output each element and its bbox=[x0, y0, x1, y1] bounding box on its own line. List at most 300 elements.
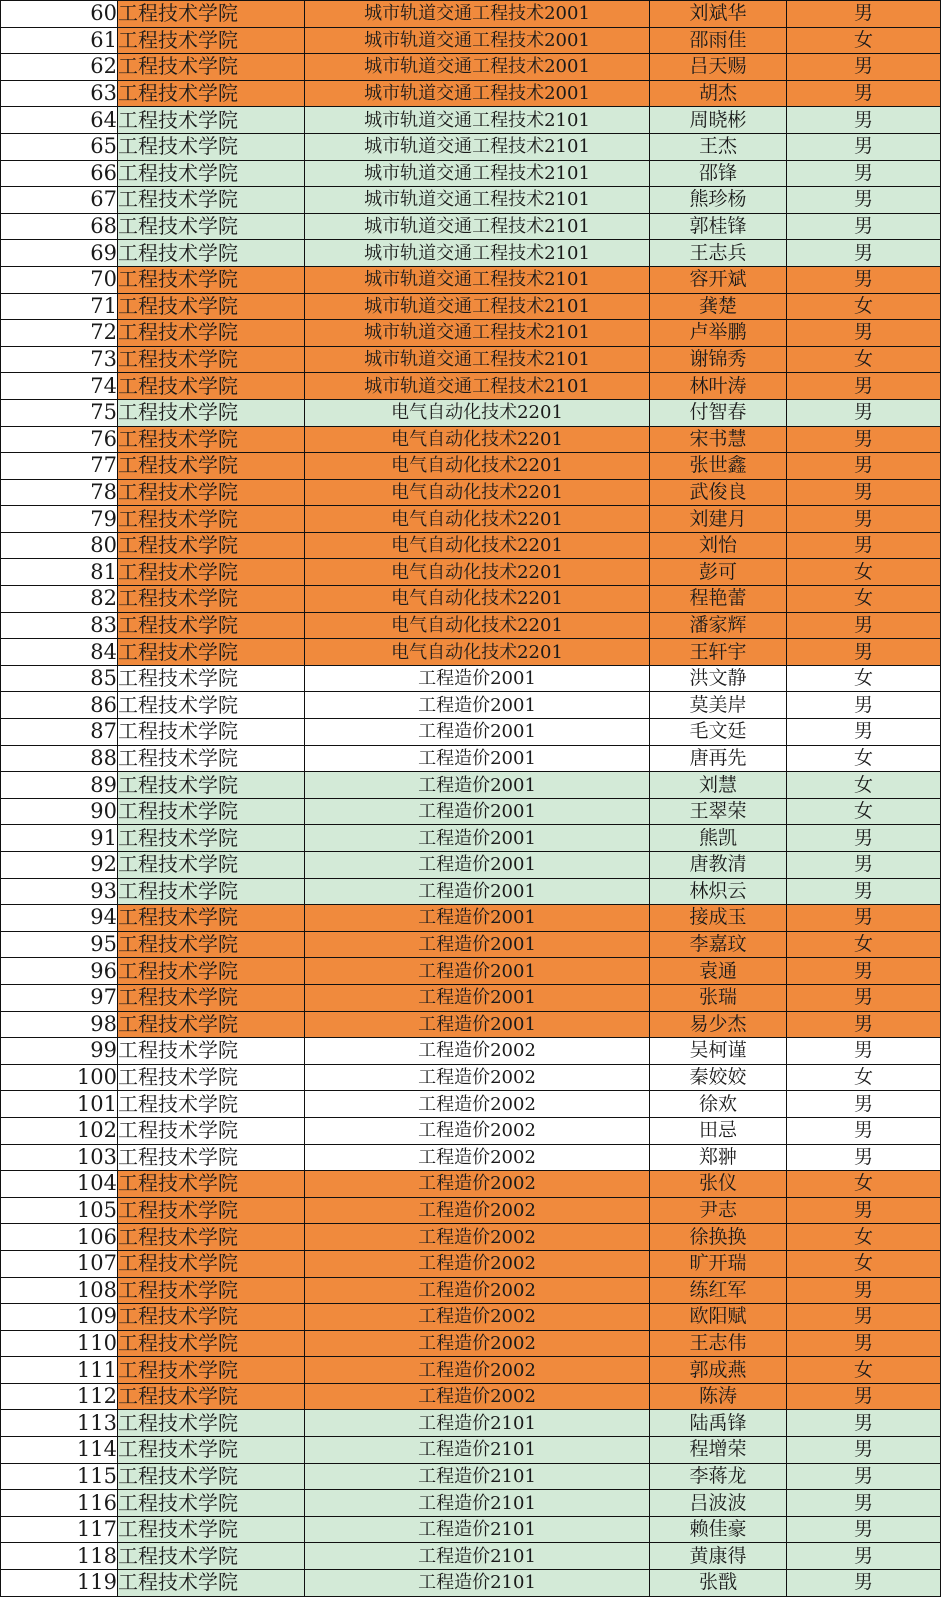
student-name-cell[interactable]: 宋书慧 bbox=[650, 426, 787, 453]
college-cell[interactable]: 工程技术学院 bbox=[118, 1437, 305, 1464]
college-cell[interactable]: 工程技术学院 bbox=[118, 1038, 305, 1065]
college-cell[interactable]: 工程技术学院 bbox=[118, 1144, 305, 1171]
class-cell[interactable]: 工程造价2002 bbox=[305, 1197, 650, 1224]
college-cell[interactable]: 工程技术学院 bbox=[118, 293, 305, 320]
gender-cell[interactable]: 男 bbox=[787, 160, 941, 187]
college-cell[interactable]: 工程技术学院 bbox=[118, 213, 305, 240]
college-cell[interactable]: 工程技术学院 bbox=[118, 798, 305, 825]
student-name-cell[interactable]: 潘家辉 bbox=[650, 612, 787, 639]
college-cell[interactable]: 工程技术学院 bbox=[118, 1330, 305, 1357]
college-cell[interactable]: 工程技术学院 bbox=[118, 1, 305, 28]
class-cell[interactable]: 工程造价2002 bbox=[305, 1357, 650, 1384]
student-name-cell[interactable]: 邵雨佳 bbox=[650, 27, 787, 54]
row-number-cell[interactable]: 72 bbox=[1, 320, 118, 347]
student-name-cell[interactable]: 熊珍杨 bbox=[650, 187, 787, 214]
row-number-cell[interactable]: 114 bbox=[1, 1437, 118, 1464]
college-cell[interactable]: 工程技术学院 bbox=[118, 187, 305, 214]
college-cell[interactable]: 工程技术学院 bbox=[118, 1011, 305, 1038]
student-name-cell[interactable]: 刘建月 bbox=[650, 506, 787, 533]
gender-cell[interactable]: 女 bbox=[787, 1357, 941, 1384]
row-number-cell[interactable]: 61 bbox=[1, 27, 118, 54]
student-name-cell[interactable]: 武俊良 bbox=[650, 479, 787, 506]
college-cell[interactable]: 工程技术学院 bbox=[118, 639, 305, 666]
class-cell[interactable]: 工程造价2101 bbox=[305, 1437, 650, 1464]
class-cell[interactable]: 城市轨道交通工程技术2101 bbox=[305, 346, 650, 373]
college-cell[interactable]: 工程技术学院 bbox=[118, 1171, 305, 1198]
gender-cell[interactable]: 男 bbox=[787, 240, 941, 267]
class-cell[interactable]: 电气自动化技术2201 bbox=[305, 559, 650, 586]
class-cell[interactable]: 工程造价2002 bbox=[305, 1277, 650, 1304]
class-cell[interactable]: 工程造价2001 bbox=[305, 958, 650, 985]
gender-cell[interactable]: 男 bbox=[787, 1437, 941, 1464]
student-name-cell[interactable]: 张仪 bbox=[650, 1171, 787, 1198]
gender-cell[interactable]: 男 bbox=[787, 54, 941, 81]
gender-cell[interactable]: 男 bbox=[787, 878, 941, 905]
row-number-cell[interactable]: 84 bbox=[1, 639, 118, 666]
class-cell[interactable]: 城市轨道交通工程技术2101 bbox=[305, 320, 650, 347]
row-number-cell[interactable]: 110 bbox=[1, 1330, 118, 1357]
class-cell[interactable]: 工程造价2101 bbox=[305, 1516, 650, 1543]
student-name-cell[interactable]: 田忌 bbox=[650, 1117, 787, 1144]
student-name-cell[interactable]: 胡杰 bbox=[650, 80, 787, 107]
gender-cell[interactable]: 男 bbox=[787, 1330, 941, 1357]
class-cell[interactable]: 工程造价2001 bbox=[305, 1011, 650, 1038]
student-name-cell[interactable]: 龚楚 bbox=[650, 293, 787, 320]
college-cell[interactable]: 工程技术学院 bbox=[118, 559, 305, 586]
row-number-cell[interactable]: 87 bbox=[1, 719, 118, 746]
college-cell[interactable]: 工程技术学院 bbox=[118, 240, 305, 267]
class-cell[interactable]: 工程造价2002 bbox=[305, 1250, 650, 1277]
college-cell[interactable]: 工程技术学院 bbox=[118, 532, 305, 559]
gender-cell[interactable]: 女 bbox=[787, 1250, 941, 1277]
class-cell[interactable]: 城市轨道交通工程技术2101 bbox=[305, 266, 650, 293]
student-name-cell[interactable]: 周晓彬 bbox=[650, 107, 787, 134]
college-cell[interactable]: 工程技术学院 bbox=[118, 905, 305, 932]
gender-cell[interactable]: 男 bbox=[787, 905, 941, 932]
row-number-cell[interactable]: 119 bbox=[1, 1570, 118, 1597]
gender-cell[interactable]: 男 bbox=[787, 506, 941, 533]
gender-cell[interactable]: 女 bbox=[787, 745, 941, 772]
college-cell[interactable]: 工程技术学院 bbox=[118, 745, 305, 772]
college-cell[interactable]: 工程技术学院 bbox=[118, 373, 305, 400]
row-number-cell[interactable]: 83 bbox=[1, 612, 118, 639]
row-number-cell[interactable]: 107 bbox=[1, 1250, 118, 1277]
student-name-cell[interactable]: 程增荣 bbox=[650, 1437, 787, 1464]
row-number-cell[interactable]: 63 bbox=[1, 80, 118, 107]
student-name-cell[interactable]: 邵锋 bbox=[650, 160, 787, 187]
college-cell[interactable]: 工程技术学院 bbox=[118, 1091, 305, 1118]
gender-cell[interactable]: 男 bbox=[787, 1543, 941, 1570]
student-name-cell[interactable]: 张瑞 bbox=[650, 984, 787, 1011]
row-number-cell[interactable]: 91 bbox=[1, 825, 118, 852]
student-name-cell[interactable]: 李嘉玟 bbox=[650, 931, 787, 958]
class-cell[interactable]: 工程造价2002 bbox=[305, 1383, 650, 1410]
class-cell[interactable]: 电气自动化技术2201 bbox=[305, 506, 650, 533]
row-number-cell[interactable]: 105 bbox=[1, 1197, 118, 1224]
row-number-cell[interactable]: 73 bbox=[1, 346, 118, 373]
student-name-cell[interactable]: 练红军 bbox=[650, 1277, 787, 1304]
student-name-cell[interactable]: 莫美岸 bbox=[650, 692, 787, 719]
college-cell[interactable]: 工程技术学院 bbox=[118, 692, 305, 719]
gender-cell[interactable]: 男 bbox=[787, 532, 941, 559]
gender-cell[interactable]: 男 bbox=[787, 80, 941, 107]
college-cell[interactable]: 工程技术学院 bbox=[118, 506, 305, 533]
class-cell[interactable]: 工程造价2002 bbox=[305, 1038, 650, 1065]
class-cell[interactable]: 城市轨道交通工程技术2101 bbox=[305, 133, 650, 160]
class-cell[interactable]: 城市轨道交通工程技术2101 bbox=[305, 107, 650, 134]
class-cell[interactable]: 工程造价2002 bbox=[305, 1117, 650, 1144]
row-number-cell[interactable]: 85 bbox=[1, 665, 118, 692]
student-name-cell[interactable]: 郭成燕 bbox=[650, 1357, 787, 1384]
college-cell[interactable]: 工程技术学院 bbox=[118, 346, 305, 373]
gender-cell[interactable]: 男 bbox=[787, 453, 941, 480]
row-number-cell[interactable]: 98 bbox=[1, 1011, 118, 1038]
college-cell[interactable]: 工程技术学院 bbox=[118, 1117, 305, 1144]
college-cell[interactable]: 工程技术学院 bbox=[118, 931, 305, 958]
gender-cell[interactable]: 男 bbox=[787, 1570, 941, 1597]
college-cell[interactable]: 工程技术学院 bbox=[118, 54, 305, 81]
gender-cell[interactable]: 男 bbox=[787, 958, 941, 985]
row-number-cell[interactable]: 74 bbox=[1, 373, 118, 400]
class-cell[interactable]: 城市轨道交通工程技术2001 bbox=[305, 27, 650, 54]
class-cell[interactable]: 城市轨道交通工程技术2001 bbox=[305, 54, 650, 81]
gender-cell[interactable]: 女 bbox=[787, 772, 941, 799]
gender-cell[interactable]: 男 bbox=[787, 1383, 941, 1410]
college-cell[interactable]: 工程技术学院 bbox=[118, 160, 305, 187]
class-cell[interactable]: 城市轨道交通工程技术2101 bbox=[305, 213, 650, 240]
gender-cell[interactable]: 女 bbox=[787, 293, 941, 320]
row-number-cell[interactable]: 80 bbox=[1, 532, 118, 559]
row-number-cell[interactable]: 103 bbox=[1, 1144, 118, 1171]
college-cell[interactable]: 工程技术学院 bbox=[118, 984, 305, 1011]
gender-cell[interactable]: 男 bbox=[787, 719, 941, 746]
student-name-cell[interactable]: 刘慧 bbox=[650, 772, 787, 799]
gender-cell[interactable]: 男 bbox=[787, 213, 941, 240]
row-number-cell[interactable]: 116 bbox=[1, 1490, 118, 1517]
college-cell[interactable]: 工程技术学院 bbox=[118, 399, 305, 426]
row-number-cell[interactable]: 95 bbox=[1, 931, 118, 958]
row-number-cell[interactable]: 69 bbox=[1, 240, 118, 267]
row-number-cell[interactable]: 66 bbox=[1, 160, 118, 187]
gender-cell[interactable]: 男 bbox=[787, 852, 941, 879]
student-name-cell[interactable]: 欧阳赋 bbox=[650, 1304, 787, 1331]
student-name-cell[interactable]: 李蒋龙 bbox=[650, 1463, 787, 1490]
class-cell[interactable]: 城市轨道交通工程技术2001 bbox=[305, 1, 650, 28]
class-cell[interactable]: 工程造价2101 bbox=[305, 1410, 650, 1437]
gender-cell[interactable]: 男 bbox=[787, 107, 941, 134]
row-number-cell[interactable]: 77 bbox=[1, 453, 118, 480]
row-number-cell[interactable]: 86 bbox=[1, 692, 118, 719]
college-cell[interactable]: 工程技术学院 bbox=[118, 27, 305, 54]
student-name-cell[interactable]: 程艳蕾 bbox=[650, 586, 787, 613]
class-cell[interactable]: 工程造价2101 bbox=[305, 1543, 650, 1570]
class-cell[interactable]: 工程造价2001 bbox=[305, 825, 650, 852]
gender-cell[interactable]: 男 bbox=[787, 1490, 941, 1517]
student-name-cell[interactable]: 王志兵 bbox=[650, 240, 787, 267]
student-name-cell[interactable]: 刘斌华 bbox=[650, 1, 787, 28]
row-number-cell[interactable]: 81 bbox=[1, 559, 118, 586]
student-name-cell[interactable]: 唐教清 bbox=[650, 852, 787, 879]
gender-cell[interactable]: 男 bbox=[787, 1091, 941, 1118]
class-cell[interactable]: 城市轨道交通工程技术2101 bbox=[305, 240, 650, 267]
student-name-cell[interactable]: 王轩宇 bbox=[650, 639, 787, 666]
student-name-cell[interactable]: 王杰 bbox=[650, 133, 787, 160]
row-number-cell[interactable]: 90 bbox=[1, 798, 118, 825]
college-cell[interactable]: 工程技术学院 bbox=[118, 719, 305, 746]
row-number-cell[interactable]: 102 bbox=[1, 1117, 118, 1144]
row-number-cell[interactable]: 78 bbox=[1, 479, 118, 506]
class-cell[interactable]: 城市轨道交通工程技术2101 bbox=[305, 187, 650, 214]
class-cell[interactable]: 工程造价2001 bbox=[305, 798, 650, 825]
gender-cell[interactable]: 女 bbox=[787, 1224, 941, 1251]
row-number-cell[interactable]: 96 bbox=[1, 958, 118, 985]
gender-cell[interactable]: 男 bbox=[787, 1, 941, 28]
class-cell[interactable]: 工程造价2001 bbox=[305, 984, 650, 1011]
gender-cell[interactable]: 男 bbox=[787, 825, 941, 852]
row-number-cell[interactable]: 97 bbox=[1, 984, 118, 1011]
row-number-cell[interactable]: 109 bbox=[1, 1304, 118, 1331]
row-number-cell[interactable]: 115 bbox=[1, 1463, 118, 1490]
gender-cell[interactable]: 男 bbox=[787, 1011, 941, 1038]
college-cell[interactable]: 工程技术学院 bbox=[118, 1490, 305, 1517]
row-number-cell[interactable]: 92 bbox=[1, 852, 118, 879]
row-number-cell[interactable]: 111 bbox=[1, 1357, 118, 1384]
gender-cell[interactable]: 男 bbox=[787, 133, 941, 160]
class-cell[interactable]: 工程造价2101 bbox=[305, 1490, 650, 1517]
student-name-cell[interactable]: 唐再先 bbox=[650, 745, 787, 772]
class-cell[interactable]: 电气自动化技术2201 bbox=[305, 612, 650, 639]
row-number-cell[interactable]: 117 bbox=[1, 1516, 118, 1543]
row-number-cell[interactable]: 100 bbox=[1, 1064, 118, 1091]
row-number-cell[interactable]: 67 bbox=[1, 187, 118, 214]
gender-cell[interactable]: 女 bbox=[787, 931, 941, 958]
college-cell[interactable]: 工程技术学院 bbox=[118, 1064, 305, 1091]
gender-cell[interactable]: 男 bbox=[787, 1117, 941, 1144]
class-cell[interactable]: 工程造价2002 bbox=[305, 1144, 650, 1171]
student-name-cell[interactable]: 王翠荣 bbox=[650, 798, 787, 825]
gender-cell[interactable]: 男 bbox=[787, 984, 941, 1011]
student-name-cell[interactable]: 张戬 bbox=[650, 1570, 787, 1597]
student-name-cell[interactable]: 吕天赐 bbox=[650, 54, 787, 81]
row-number-cell[interactable]: 68 bbox=[1, 213, 118, 240]
row-number-cell[interactable]: 93 bbox=[1, 878, 118, 905]
gender-cell[interactable]: 男 bbox=[787, 187, 941, 214]
college-cell[interactable]: 工程技术学院 bbox=[118, 612, 305, 639]
student-name-cell[interactable]: 吕波波 bbox=[650, 1490, 787, 1517]
row-number-cell[interactable]: 82 bbox=[1, 586, 118, 613]
student-name-cell[interactable]: 袁通 bbox=[650, 958, 787, 985]
student-name-cell[interactable]: 林叶涛 bbox=[650, 373, 787, 400]
gender-cell[interactable]: 女 bbox=[787, 798, 941, 825]
college-cell[interactable]: 工程技术学院 bbox=[118, 1250, 305, 1277]
row-number-cell[interactable]: 75 bbox=[1, 399, 118, 426]
college-cell[interactable]: 工程技术学院 bbox=[118, 1410, 305, 1437]
class-cell[interactable]: 工程造价2101 bbox=[305, 1463, 650, 1490]
row-number-cell[interactable]: 79 bbox=[1, 506, 118, 533]
student-name-cell[interactable]: 付智春 bbox=[650, 399, 787, 426]
class-cell[interactable]: 电气自动化技术2201 bbox=[305, 453, 650, 480]
class-cell[interactable]: 工程造价2001 bbox=[305, 745, 650, 772]
student-name-cell[interactable]: 易少杰 bbox=[650, 1011, 787, 1038]
gender-cell[interactable]: 男 bbox=[787, 1516, 941, 1543]
gender-cell[interactable]: 男 bbox=[787, 1197, 941, 1224]
class-cell[interactable]: 电气自动化技术2201 bbox=[305, 479, 650, 506]
gender-cell[interactable]: 男 bbox=[787, 1463, 941, 1490]
gender-cell[interactable]: 男 bbox=[787, 639, 941, 666]
row-number-cell[interactable]: 113 bbox=[1, 1410, 118, 1437]
class-cell[interactable]: 工程造价2001 bbox=[305, 719, 650, 746]
student-name-cell[interactable]: 张世鑫 bbox=[650, 453, 787, 480]
student-name-cell[interactable]: 毛文廷 bbox=[650, 719, 787, 746]
student-name-cell[interactable]: 熊凯 bbox=[650, 825, 787, 852]
student-name-cell[interactable]: 黄康得 bbox=[650, 1543, 787, 1570]
college-cell[interactable]: 工程技术学院 bbox=[118, 1304, 305, 1331]
college-cell[interactable]: 工程技术学院 bbox=[118, 1383, 305, 1410]
college-cell[interactable]: 工程技术学院 bbox=[118, 665, 305, 692]
class-cell[interactable]: 城市轨道交通工程技术2001 bbox=[305, 80, 650, 107]
row-number-cell[interactable]: 64 bbox=[1, 107, 118, 134]
college-cell[interactable]: 工程技术学院 bbox=[118, 772, 305, 799]
college-cell[interactable]: 工程技术学院 bbox=[118, 1516, 305, 1543]
college-cell[interactable]: 工程技术学院 bbox=[118, 107, 305, 134]
gender-cell[interactable]: 男 bbox=[787, 1038, 941, 1065]
college-cell[interactable]: 工程技术学院 bbox=[118, 266, 305, 293]
class-cell[interactable]: 城市轨道交通工程技术2101 bbox=[305, 293, 650, 320]
class-cell[interactable]: 工程造价2001 bbox=[305, 931, 650, 958]
row-number-cell[interactable]: 70 bbox=[1, 266, 118, 293]
class-cell[interactable]: 工程造价2001 bbox=[305, 665, 650, 692]
class-cell[interactable]: 城市轨道交通工程技术2101 bbox=[305, 373, 650, 400]
student-name-cell[interactable]: 吴柯谨 bbox=[650, 1038, 787, 1065]
student-name-cell[interactable]: 徐换换 bbox=[650, 1224, 787, 1251]
student-name-cell[interactable]: 徐欢 bbox=[650, 1091, 787, 1118]
class-cell[interactable]: 工程造价2001 bbox=[305, 692, 650, 719]
class-cell[interactable]: 工程造价2002 bbox=[305, 1091, 650, 1118]
college-cell[interactable]: 工程技术学院 bbox=[118, 133, 305, 160]
row-number-cell[interactable]: 76 bbox=[1, 426, 118, 453]
gender-cell[interactable]: 男 bbox=[787, 692, 941, 719]
college-cell[interactable]: 工程技术学院 bbox=[118, 825, 305, 852]
row-number-cell[interactable]: 65 bbox=[1, 133, 118, 160]
student-name-cell[interactable]: 彭可 bbox=[650, 559, 787, 586]
college-cell[interactable]: 工程技术学院 bbox=[118, 1277, 305, 1304]
college-cell[interactable]: 工程技术学院 bbox=[118, 1463, 305, 1490]
college-cell[interactable]: 工程技术学院 bbox=[118, 1224, 305, 1251]
class-cell[interactable]: 工程造价2001 bbox=[305, 852, 650, 879]
college-cell[interactable]: 工程技术学院 bbox=[118, 320, 305, 347]
student-name-cell[interactable]: 王志伟 bbox=[650, 1330, 787, 1357]
student-name-cell[interactable]: 容开斌 bbox=[650, 266, 787, 293]
student-name-cell[interactable]: 郑翀 bbox=[650, 1144, 787, 1171]
student-name-cell[interactable]: 陈涛 bbox=[650, 1383, 787, 1410]
row-number-cell[interactable]: 60 bbox=[1, 1, 118, 28]
row-number-cell[interactable]: 62 bbox=[1, 54, 118, 81]
college-cell[interactable]: 工程技术学院 bbox=[118, 586, 305, 613]
gender-cell[interactable]: 女 bbox=[787, 559, 941, 586]
college-cell[interactable]: 工程技术学院 bbox=[118, 426, 305, 453]
class-cell[interactable]: 电气自动化技术2201 bbox=[305, 586, 650, 613]
gender-cell[interactable]: 男 bbox=[787, 479, 941, 506]
gender-cell[interactable]: 男 bbox=[787, 1277, 941, 1304]
college-cell[interactable]: 工程技术学院 bbox=[118, 1570, 305, 1597]
college-cell[interactable]: 工程技术学院 bbox=[118, 878, 305, 905]
gender-cell[interactable]: 男 bbox=[787, 612, 941, 639]
class-cell[interactable]: 工程造价2002 bbox=[305, 1171, 650, 1198]
gender-cell[interactable]: 男 bbox=[787, 1410, 941, 1437]
student-name-cell[interactable]: 赖佳豪 bbox=[650, 1516, 787, 1543]
student-name-cell[interactable]: 秦姣姣 bbox=[650, 1064, 787, 1091]
gender-cell[interactable]: 女 bbox=[787, 586, 941, 613]
class-cell[interactable]: 工程造价2002 bbox=[305, 1224, 650, 1251]
class-cell[interactable]: 工程造价2001 bbox=[305, 905, 650, 932]
row-number-cell[interactable]: 101 bbox=[1, 1091, 118, 1118]
row-number-cell[interactable]: 106 bbox=[1, 1224, 118, 1251]
student-name-cell[interactable]: 卢举鹏 bbox=[650, 320, 787, 347]
row-number-cell[interactable]: 94 bbox=[1, 905, 118, 932]
class-cell[interactable]: 电气自动化技术2201 bbox=[305, 399, 650, 426]
gender-cell[interactable]: 女 bbox=[787, 1064, 941, 1091]
gender-cell[interactable]: 男 bbox=[787, 426, 941, 453]
gender-cell[interactable]: 女 bbox=[787, 346, 941, 373]
class-cell[interactable]: 电气自动化技术2201 bbox=[305, 639, 650, 666]
class-cell[interactable]: 工程造价2001 bbox=[305, 878, 650, 905]
row-number-cell[interactable]: 71 bbox=[1, 293, 118, 320]
student-name-cell[interactable]: 尹志 bbox=[650, 1197, 787, 1224]
student-name-cell[interactable]: 陆禹锋 bbox=[650, 1410, 787, 1437]
row-number-cell[interactable]: 99 bbox=[1, 1038, 118, 1065]
gender-cell[interactable]: 男 bbox=[787, 266, 941, 293]
college-cell[interactable]: 工程技术学院 bbox=[118, 453, 305, 480]
row-number-cell[interactable]: 118 bbox=[1, 1543, 118, 1570]
student-name-cell[interactable]: 林炽云 bbox=[650, 878, 787, 905]
gender-cell[interactable]: 男 bbox=[787, 373, 941, 400]
student-name-cell[interactable]: 谢锦秀 bbox=[650, 346, 787, 373]
college-cell[interactable]: 工程技术学院 bbox=[118, 479, 305, 506]
college-cell[interactable]: 工程技术学院 bbox=[118, 1197, 305, 1224]
class-cell[interactable]: 工程造价2002 bbox=[305, 1064, 650, 1091]
class-cell[interactable]: 电气自动化技术2201 bbox=[305, 532, 650, 559]
class-cell[interactable]: 工程造价2101 bbox=[305, 1570, 650, 1597]
class-cell[interactable]: 工程造价2002 bbox=[305, 1304, 650, 1331]
gender-cell[interactable]: 男 bbox=[787, 1144, 941, 1171]
college-cell[interactable]: 工程技术学院 bbox=[118, 1357, 305, 1384]
gender-cell[interactable]: 女 bbox=[787, 27, 941, 54]
row-number-cell[interactable]: 89 bbox=[1, 772, 118, 799]
class-cell[interactable]: 工程造价2001 bbox=[305, 772, 650, 799]
college-cell[interactable]: 工程技术学院 bbox=[118, 852, 305, 879]
gender-cell[interactable]: 女 bbox=[787, 665, 941, 692]
class-cell[interactable]: 电气自动化技术2201 bbox=[305, 426, 650, 453]
student-name-cell[interactable]: 刘怡 bbox=[650, 532, 787, 559]
class-cell[interactable]: 城市轨道交通工程技术2101 bbox=[305, 160, 650, 187]
row-number-cell[interactable]: 104 bbox=[1, 1171, 118, 1198]
gender-cell[interactable]: 男 bbox=[787, 399, 941, 426]
gender-cell[interactable]: 女 bbox=[787, 1171, 941, 1198]
student-name-cell[interactable]: 接成玉 bbox=[650, 905, 787, 932]
row-number-cell[interactable]: 112 bbox=[1, 1383, 118, 1410]
college-cell[interactable]: 工程技术学院 bbox=[118, 1543, 305, 1570]
row-number-cell[interactable]: 108 bbox=[1, 1277, 118, 1304]
gender-cell[interactable]: 男 bbox=[787, 1304, 941, 1331]
student-name-cell[interactable]: 郭桂锋 bbox=[650, 213, 787, 240]
student-name-cell[interactable]: 洪文静 bbox=[650, 665, 787, 692]
college-cell[interactable]: 工程技术学院 bbox=[118, 958, 305, 985]
gender-cell[interactable]: 男 bbox=[787, 320, 941, 347]
college-cell[interactable]: 工程技术学院 bbox=[118, 80, 305, 107]
student-name-cell[interactable]: 旷开瑞 bbox=[650, 1250, 787, 1277]
row-number-cell[interactable]: 88 bbox=[1, 745, 118, 772]
class-cell[interactable]: 工程造价2002 bbox=[305, 1330, 650, 1357]
